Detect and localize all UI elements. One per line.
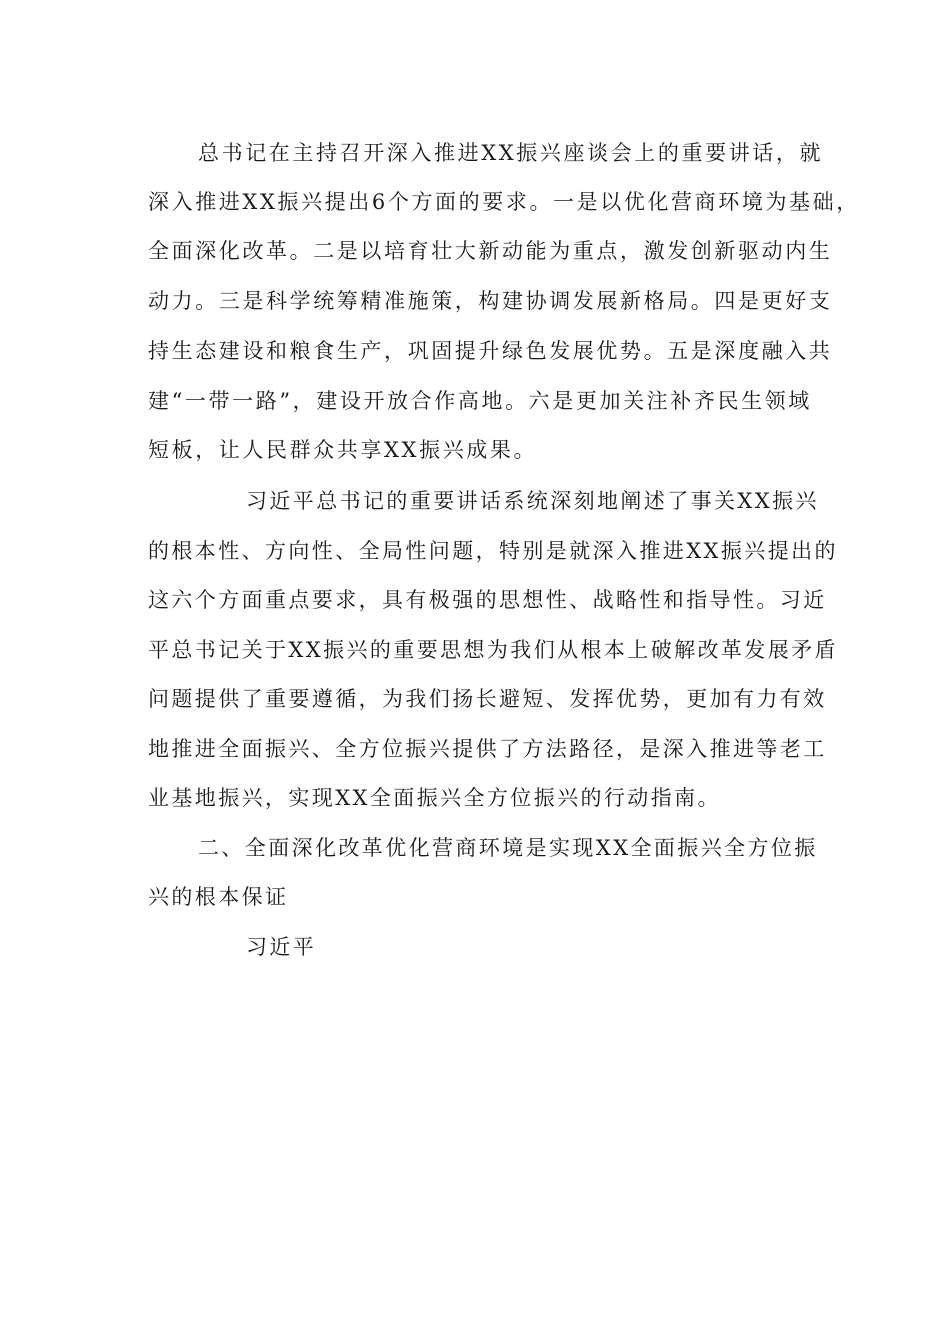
text-line: 动力。三是科学统筹精准施策，构建协调发展新格局。四是更好支 <box>148 289 833 313</box>
text-line: 习近平总书记的重要讲话系统深刻地阐述了事关XX振兴 <box>246 489 819 513</box>
text-line: 总书记在主持召开深入推进XX振兴座谈会上的重要讲话，就 <box>198 141 824 165</box>
text-line: 短板，让人民群众共享XX振兴成果。 <box>148 438 538 462</box>
text-line: 地推进全面振兴、全方位振兴提供了方法路径，是深入推进等老工 <box>148 737 827 761</box>
text-line: 全面深化改革。二是以培育壮大新动能为重点，激发创新驱动内生 <box>148 239 833 263</box>
text-line: 兴的根本保证 <box>148 885 289 909</box>
text-line: 深入推进XX振兴提出6个方面的要求。一是以优化营商环境为基础， <box>148 190 860 214</box>
text-line: 这六个方面重点要求，具有极强的思想性、战略性和指导性。习近 <box>148 588 827 612</box>
text-line: 习近平 <box>246 935 317 959</box>
text-line: 建“一带一路”，建设开放合作高地。六是更加关注补齐民生领域 <box>148 389 812 413</box>
text-line: 平总书记关于XX振兴的重要思想为我们从根本上破解改革发展矛盾 <box>148 638 838 662</box>
text-line: 二、全面深化改革优化营商环境是实现XX全面振兴全方位振 <box>198 836 818 860</box>
text-line: 持生态建设和粮食生产，巩固提升绿色发展优势。五是深度融入共 <box>148 339 833 363</box>
text-line: 的根本性、方向性、全局性问题，特别是就深入推进XX振兴提出的 <box>148 539 838 563</box>
text-line: 业基地振兴，实现XX全面振兴全方位振兴的行动指南。 <box>148 786 721 810</box>
text-line: 问题提供了重要遵循，为我们扬长避短、发挥优势，更加有力有效 <box>148 687 827 711</box>
